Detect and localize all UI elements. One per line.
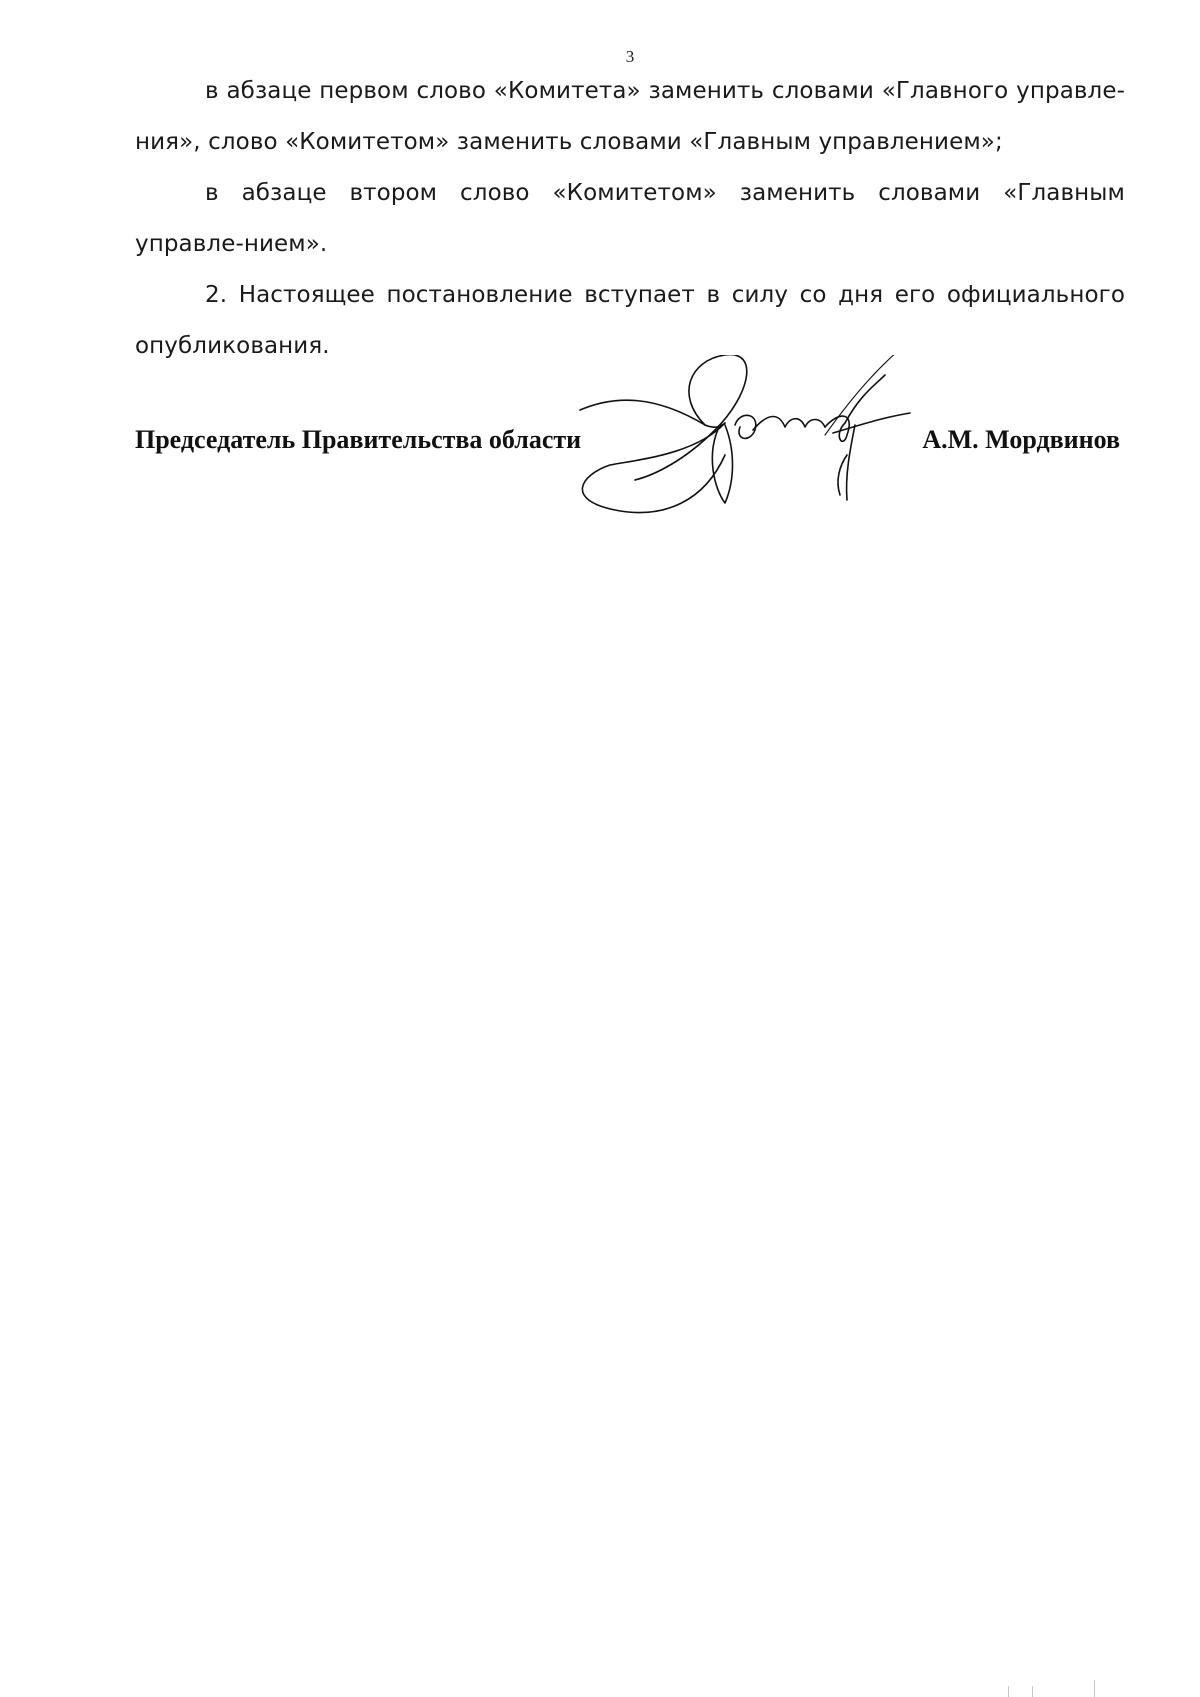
page-number: 3 [625,47,635,66]
paragraph-3: 2. Настоящее постановление вступает в силу со дня его официального опубликования. [135,282,1125,359]
signer-name: А.М. Мордвинов [922,425,1120,454]
handwritten-signature-icon [575,355,935,555]
scan-mark [1094,1680,1095,1697]
signer-title: Председатель Правительства области [135,425,582,454]
scan-mark [1008,1686,1009,1697]
document-body [135,66,1125,372]
paragraph-2: в абзаце втором слово «Комитетом» заменить словами «Главным управле-нием». [135,180,1125,257]
paragraph-1: в абзаце первом слово «Комитета» заменить словами «Главного управле-ния», слово «Комитетом» заменить словами «Главным управлением»; [135,78,1125,155]
scan-mark [1032,1686,1033,1697]
